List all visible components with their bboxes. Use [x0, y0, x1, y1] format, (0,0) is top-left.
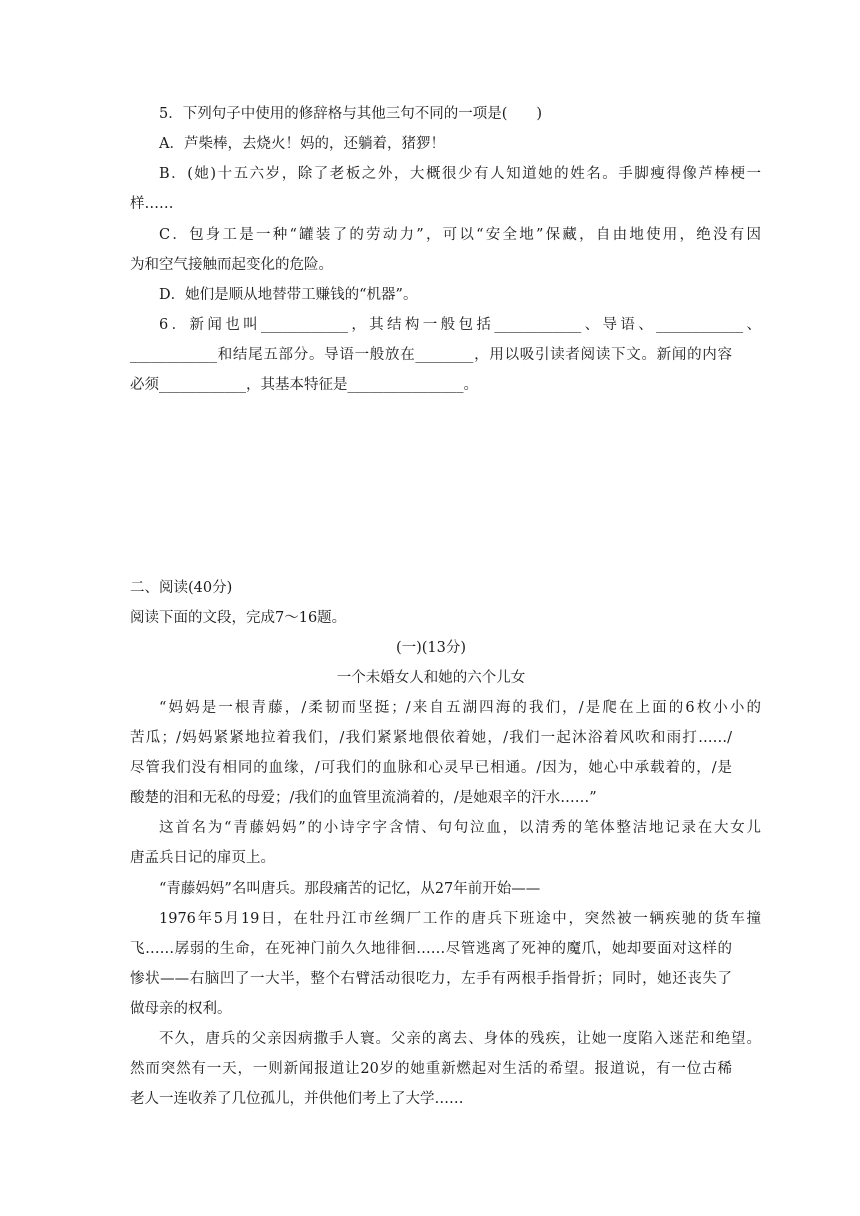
- question-5-option-b-line-2: 样……: [130, 196, 174, 212]
- paragraph-2: “青藤妈妈”名叫唐兵。那段痛苦的记忆，从27年前开始——: [159, 881, 541, 897]
- paragraph-3-line-3: 惨状——右脑凹了一大半，整个右臂活动很吃力，左手有两根手指骨折；同时，她还丧失了: [130, 971, 732, 987]
- poem-line-3: 尽管我们没有相同的血缘，/可我们的血脉和心灵早已相通。/因为，她心中承载着的，/是: [130, 760, 732, 776]
- section-heading: 二、阅读(40分): [130, 580, 233, 596]
- paragraph-4-line-1: 不久，唐兵的父亲因病撒手人寰。父亲的离去、身体的残疾，让她一度陷入迷茫和绝望。: [159, 1031, 761, 1047]
- question-6-line-1: 6．新闻也叫____________，其结构一般包括____________、导语、____________、: [159, 317, 761, 333]
- question-5-stem: 5．下列句子中使用的修辞格与其他三句不同的一项是( ): [159, 106, 543, 122]
- paragraph-3-line-2: 飞……孱弱的生命，在死神门前久久地徘徊……尽管逃离了死神的魔爪，她却要面对这样的: [130, 941, 732, 957]
- reading-instruction: 阅读下面的文段，完成7～16题。: [130, 610, 347, 626]
- article-title: 一个未婚女人和她的六个儿女: [336, 670, 526, 686]
- question-6-line-3: 必须____________，其基本特征是________________。: [130, 377, 478, 393]
- part-label: (一)(13分): [395, 640, 467, 656]
- paragraph-1-line-1: 这首名为“青藤妈妈”的小诗字字含情、句句泣血，以清秀的笔体整洁地记录在大女儿: [159, 820, 761, 836]
- paragraph-1-line-2: 唐孟兵日记的扉页上。: [130, 850, 275, 866]
- paragraph-4-line-2: 然而突然有一天，一则新闻报道让20岁的她重新燃起对生活的希望。报道说，有一位古稀: [130, 1061, 732, 1077]
- paragraph-3-line-4: 做母亲的权利。: [130, 1001, 232, 1017]
- paragraph-3-line-1: 1976年5月19日，在牡丹江市丝绸厂工作的唐兵下班途中，突然被一辆疾驰的货车撞: [159, 911, 761, 927]
- question-5-option-a: A．芦柴棒，去烧火！妈的，还躺着，猪猡！: [159, 136, 445, 152]
- question-5-option-c-line-1: C．包身工是一种“罐装了的劳动力”，可以“安全地”保藏，自由地使用，绝没有因: [159, 227, 761, 243]
- question-6-line-2: ____________和结尾五部分。导语一般放在________，用以吸引读者阅读下文。新闻的内容: [130, 347, 732, 363]
- poem-line-1: “妈妈是一根青藤，/柔韧而坚挺；/来自五湖四海的我们，/是爬在上面的6枚小小的: [159, 700, 761, 716]
- question-5-option-d: D．她们是顺从地替带工赚钱的“机器”。: [159, 287, 418, 303]
- poem-line-4: 酸楚的泪和无私的母爱；/我们的血管里流淌着的，/是她艰辛的汗水……”: [130, 790, 597, 806]
- question-5-option-c-line-2: 为和空气接触而起变化的危险。: [130, 257, 333, 273]
- paragraph-4-line-3: 老人一连收养了几位孤儿，并供他们考上了大学……: [130, 1091, 464, 1107]
- poem-line-2: 苦瓜；/妈妈紧紧地拉着我们，/我们紧紧地偎依着她，/我们一起沐浴着风吹和雨打……/: [130, 730, 732, 746]
- question-5-option-b-line-1: B．(她)十五六岁，除了老板之外，大概很少有人知道她的姓名。手脚瘦得像芦棒梗一: [159, 166, 761, 182]
